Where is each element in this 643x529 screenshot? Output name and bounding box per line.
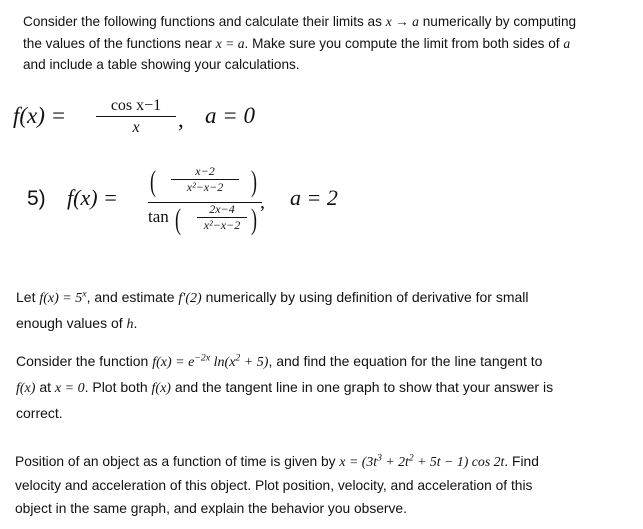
text-line — [15, 474, 539, 498]
math-text: f(x) = e — [152, 355, 195, 370]
fraction-denominator: x²−x−2 — [186, 180, 224, 194]
a-value: a = 2 — [290, 185, 338, 210]
math-text: + 5) — [240, 355, 269, 370]
text: and the tangent line in one graph to show that your answer is — [170, 379, 554, 395]
text-line — [15, 497, 539, 521]
text: . — [133, 315, 138, 331]
formula-5 — [27, 165, 367, 240]
text: Consider the function — [16, 353, 153, 369]
derivative-problem — [16, 285, 529, 337]
text: and include a table showing your calculations. — [23, 57, 300, 72]
text: enough values of — [16, 315, 127, 331]
bottom-fraction — [187, 203, 257, 231]
text-line — [23, 33, 576, 55]
math-text: + 5t − 1) cos 2t — [413, 454, 505, 469]
math-inline: x → a — [385, 14, 419, 29]
top-fraction — [161, 165, 249, 193]
text: Consider the following functions and calculate their limits as — [23, 14, 386, 29]
exponent: −2x — [194, 352, 211, 364]
comma: , — [260, 191, 265, 213]
formula-lhs: f(x) = — [67, 185, 118, 210]
text: . Find — [504, 454, 539, 469]
math-inline: x = a — [215, 35, 245, 51]
problem-number: 5) — [27, 187, 46, 210]
position-velocity-problem — [15, 450, 539, 521]
exponent: 2 — [408, 452, 414, 464]
text: correct. — [16, 405, 63, 421]
text-line — [23, 54, 576, 76]
math-inline: x = 0 — [54, 381, 85, 396]
math-text: + 2t — [381, 454, 409, 469]
text-line — [16, 349, 553, 375]
text: velocity and acceleration of this object. Plot position, velocity, and acceleration of this — [15, 477, 533, 493]
fraction-numerator: cos x−1 — [110, 97, 162, 114]
formula-lhs: f(x) = — [13, 103, 67, 128]
text: numerically by using definition of derivative for small — [201, 289, 529, 305]
math-text: ln(x — [210, 355, 236, 370]
text-line — [23, 11, 576, 33]
fraction-numerator: 2x−4 — [209, 202, 235, 216]
text-line — [16, 375, 553, 401]
tan-function: tan — [148, 207, 169, 226]
a-value: a = 0 — [205, 103, 256, 128]
fraction-denominator: x — [132, 119, 140, 137]
tangent-line-problem — [16, 349, 553, 425]
text-line — [15, 450, 539, 474]
math-inline: a — [563, 35, 571, 51]
exponent: 3 — [377, 452, 382, 464]
text-line — [16, 311, 529, 337]
text: Position of an object as a function of time is given by — [15, 454, 340, 469]
math-inline — [152, 352, 269, 370]
text: object in the same graph, and explain the behavior you observe. — [15, 501, 407, 516]
text: at — [35, 379, 55, 395]
text: numerically by computing — [418, 14, 577, 29]
left-paren: ( — [175, 203, 181, 236]
text-line — [16, 285, 529, 311]
exponent: 2 — [235, 352, 241, 364]
math-inline — [339, 454, 504, 469]
fraction-denominator: x²−x−2 — [203, 218, 241, 232]
right-paren: ) — [251, 165, 257, 198]
exponent: x — [82, 288, 87, 300]
math-inline: f′(2) — [178, 291, 202, 306]
math-inline — [39, 288, 87, 306]
fraction — [96, 97, 176, 137]
math-inline: f(x) — [16, 381, 36, 396]
text: , and estimate — [86, 289, 179, 305]
text: . Plot both — [84, 379, 152, 395]
fraction-numerator: x−2 — [195, 164, 215, 178]
math-text: f(x) = 5 — [39, 291, 83, 306]
text: the values of the functions near — [23, 35, 216, 51]
left-paren: ( — [150, 165, 156, 198]
right-paren: ) — [251, 203, 257, 236]
math-inline: h — [126, 317, 134, 332]
text-line — [16, 401, 553, 425]
text: . Make sure you compute the limit from both sides of — [244, 35, 564, 51]
math-text: x = (3t — [339, 454, 378, 469]
comma: , — [178, 107, 184, 132]
fraction-bar — [96, 116, 176, 117]
math-inline: f(x) — [151, 381, 171, 396]
limits-instructions — [23, 11, 576, 76]
text: , and find the equation for the line tangent to — [268, 353, 543, 369]
text: Let — [16, 289, 40, 305]
